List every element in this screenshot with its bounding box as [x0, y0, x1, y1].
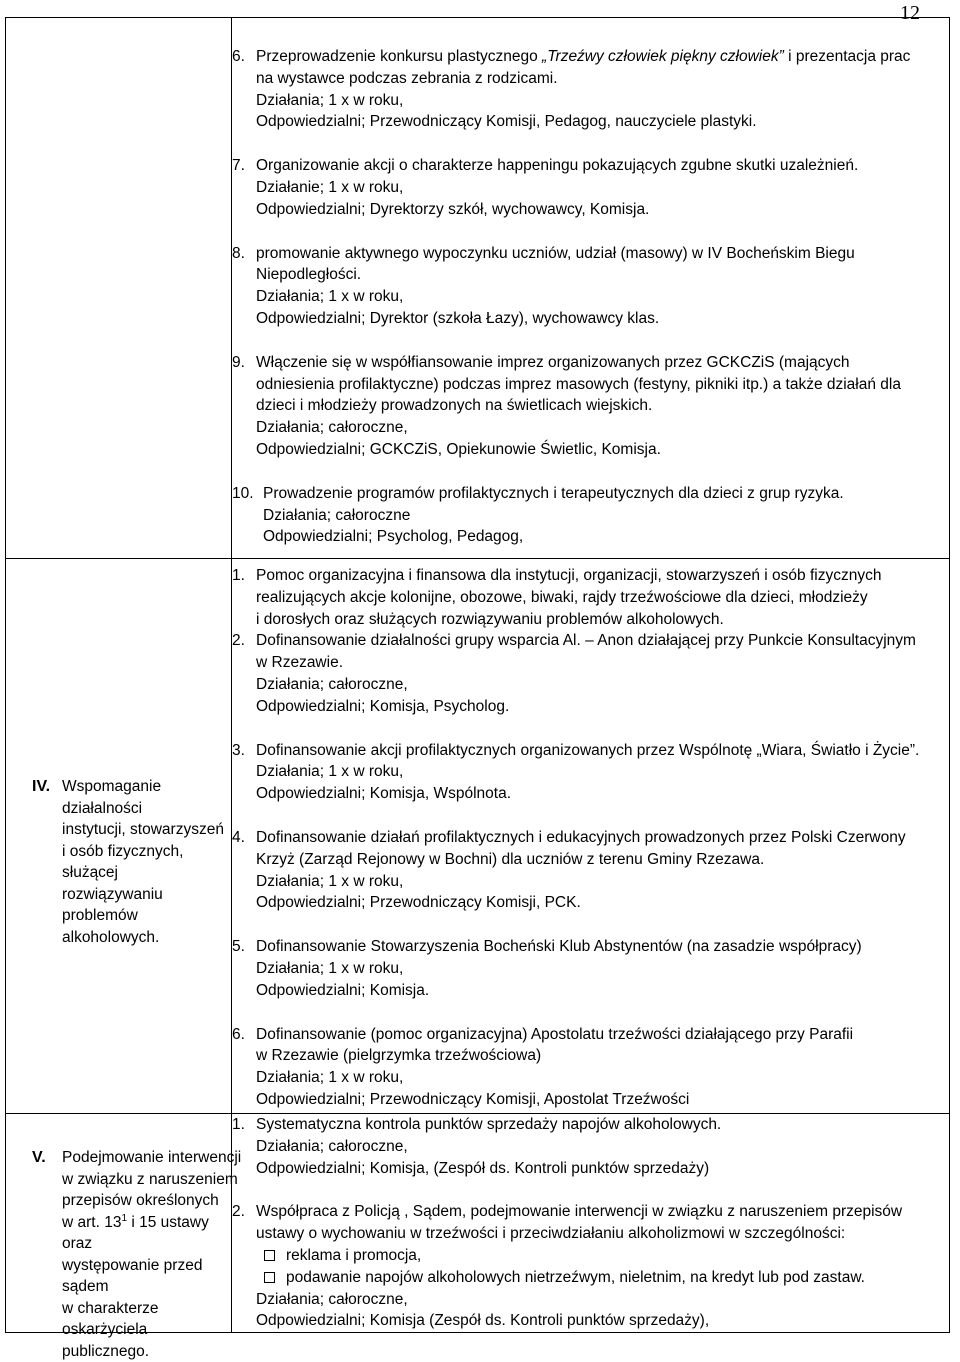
item-line: Działania; 1 x w roku, — [256, 761, 949, 783]
item-line: Działanie; 1 x w roku, — [256, 177, 949, 199]
title-line: w związku z naruszeniem — [62, 1169, 242, 1191]
item-line: Odpowiedzialni; Komisja, (Zespół ds. Kontroli punktów sprzedaży) — [256, 1158, 949, 1180]
item-number: 2. — [232, 1201, 245, 1223]
section-v-roman: V. — [32, 1147, 46, 1169]
item-line: Dofinansowanie działań profilaktycznych i edukacyjnych prowadzonych przez Polski Czerwony — [256, 827, 949, 849]
item-number: 1. — [232, 565, 245, 587]
item-line: Działania; całoroczne, — [256, 417, 949, 439]
item-line: Organizowanie akcji o charakterze happeningu pokazujących zgubne skutki uzależnień. — [256, 155, 949, 177]
item-number: 2. — [232, 630, 245, 652]
section-a-left-cell — [6, 18, 232, 559]
item-iv-3 — [232, 740, 949, 805]
item-line: Działania; 1 x w roku, — [256, 1067, 949, 1089]
title-text: w art. 13 — [62, 1214, 121, 1231]
item-line: Dofinansowanie Stowarzyszenia Bocheński Klub Abstynentów (na zasadzie współpracy) — [256, 936, 949, 958]
checkbox-bullet-icon — [264, 1272, 275, 1283]
item-line: ustawy o wychowaniu w trzeźwości i przeciwdziałaniu alkoholizmowi w szczególności: — [256, 1223, 949, 1245]
item-line: Pomoc organizacyjna i finansowa dla instytucji, organizacji, stowarzyszeń i osób fizycznych — [256, 565, 949, 587]
item-number: 5. — [232, 936, 245, 958]
item-line: Działania; całoroczne, — [256, 1289, 949, 1311]
item-line: Systematyczna kontrola punktów sprzedaży napojów alkoholowych. — [256, 1114, 949, 1136]
item-iv-4 — [232, 827, 949, 914]
item-v-1 — [232, 1114, 949, 1179]
item-line: i dorosłych oraz służących rozwiązywaniu problemów alkoholowych. — [256, 609, 949, 631]
item-line: w Rzezawie. — [256, 652, 949, 674]
item-line: Odpowiedzialni; Komisja, Psycholog. — [256, 696, 949, 718]
item-a-7 — [232, 155, 949, 220]
section-iv-row — [6, 559, 950, 1114]
title-line — [62, 1212, 242, 1255]
section-v-content — [232, 1114, 950, 1333]
title-line: publicznego. — [62, 1341, 242, 1362]
item-number: 9. — [232, 352, 245, 374]
title-text: i 15 ustawy oraz — [62, 1214, 209, 1253]
item-line: Odpowiedzialni; Przewodniczący Komisji, Apostolat Trzeźwości — [256, 1089, 949, 1111]
item-line: Dofinansowanie akcji profilaktycznych organizowanych przez Wspólnotę „Wiara, Światło i Życie”. — [256, 740, 949, 762]
item-v-2 — [232, 1201, 949, 1332]
bullet-list — [256, 1245, 949, 1289]
section-iv-roman: IV. — [32, 776, 50, 798]
item-line: Działania; 1 x w roku, — [256, 90, 949, 112]
section-v-title — [32, 1147, 242, 1362]
item-number: 8. — [232, 243, 245, 265]
item-line: w Rzezawie (pielgrzymka trzeźwościowa) — [256, 1045, 949, 1067]
item-line: Odpowiedzialni; Komisja (Zespół ds. Kontroli punktów sprzedaży), — [256, 1310, 949, 1332]
section-v-row — [6, 1114, 950, 1333]
page-number: 12 — [900, 2, 920, 25]
item-line: Odpowiedzialni; Dyrektor (szkoła Łazy), wychowawcy klas. — [256, 308, 949, 330]
item-line: Prowadzenie programów profilaktycznych i terapeutycznych dla dzieci z grup ryzyka. — [263, 483, 949, 505]
superscript: 1 — [121, 1212, 127, 1223]
title-line: i osób fizycznych, służącej — [62, 841, 242, 884]
title-line: w charakterze oskarżyciela — [62, 1298, 242, 1341]
item-line: Działania; 1 x w roku, — [256, 871, 949, 893]
contest-title: „Trzeźwy człowiek piękny człowiek” — [542, 48, 784, 65]
title-line: rozwiązywaniu problemów — [62, 884, 242, 927]
bullet-text: podawanie napojów alkoholowych nietrzeźwym, nieletnim, na kredyt lub pod zastaw. — [286, 1269, 865, 1286]
item-number: 4. — [232, 827, 245, 849]
item-line: Działania; całoroczne, — [256, 674, 949, 696]
item-line: Dofinansowanie działalności grupy wsparcia Al. – Anon działającej przy Punkcie Konsultacyjnym — [256, 630, 949, 652]
title-line: przepisów określonych — [62, 1190, 242, 1212]
item-line: na wystawce podczas zebrania z rodzicami. — [256, 68, 949, 90]
title-line: Podejmowanie interwencji — [62, 1147, 242, 1169]
item-line: Niepodległości. — [256, 264, 949, 286]
title-line: alkoholowych. — [62, 927, 242, 949]
item-line: Krzyż (Zarząd Rejonowy w Bochni) dla uczniów z terenu Gminy Rzezawa. — [256, 849, 949, 871]
item-a-8 — [232, 243, 949, 330]
title-line: Wspomaganie działalności — [62, 776, 242, 819]
item-number: 1. — [232, 1114, 245, 1136]
item-line: Działania; całoroczne — [263, 505, 949, 527]
item-line: Dofinansowanie (pomoc organizacyjna) Apostolatu trzeźwości działającego przy Parafii — [256, 1024, 949, 1046]
item-number: 3. — [232, 740, 245, 762]
item-line: Współpraca z Policją , Sądem, podejmowanie interwencji w związku z naruszeniem przepisów — [256, 1201, 949, 1223]
title-line: instytucji, stowarzyszeń — [62, 819, 242, 841]
item-line: Odpowiedzialni; Dyrektorzy szkół, wychowawcy, Komisja. — [256, 199, 949, 221]
bullet-text: reklama i promocja, — [286, 1247, 421, 1264]
section-a-content — [232, 18, 950, 559]
section-a-row — [6, 18, 950, 559]
item-line: Odpowiedzialni; GCKCZiS, Opiekunowie Świetlic, Komisja. — [256, 439, 949, 461]
item-line: Odpowiedzialni; Psycholog, Pedagog, — [263, 526, 949, 548]
item-line: Działania; całoroczne, — [256, 1136, 949, 1158]
item-line: Odpowiedzialni; Komisja. — [256, 980, 949, 1002]
item-line: Działania; 1 x w roku, — [256, 958, 949, 980]
section-v-left-cell — [6, 1114, 232, 1333]
item-number: 10. — [232, 483, 254, 505]
section-iv-left-cell — [6, 559, 232, 1114]
item-line: Odpowiedzialni; Przewodniczący Komisji, PCK. — [256, 892, 949, 914]
item-line: Działania; 1 x w roku, — [256, 286, 949, 308]
item-a-9 — [232, 352, 949, 461]
checkbox-bullet-icon — [264, 1250, 275, 1261]
program-table — [5, 17, 950, 1333]
item-line: Włączenie się w współfiansowanie imprez organizowanych przez GCKCZiS (mających — [256, 352, 949, 374]
item-iv-5 — [232, 936, 949, 1001]
item-number: 6. — [232, 1024, 245, 1046]
list-item — [256, 1267, 949, 1289]
item-number: 7. — [232, 155, 245, 177]
item-line: Odpowiedzialni; Przewodniczący Komisji, Pedagog, nauczyciele plastyki. — [256, 111, 949, 133]
item-line: dzieci i młodzieży prowadzonych na świetlicach wiejskich. — [256, 395, 949, 417]
section-iv-content — [232, 559, 950, 1114]
item-a-6: 6. Przeprowadzenie konkursu plastycznego „Trzeźwy człowiek piękny człowiek” i prezentacja prac na wystawce podczas zebrania z rodzicami. Działania; 1 x w roku, Odpowiedzialni; Przewodniczący Komisji, Pedagog, nauczyciele plastyki. — [232, 46, 949, 133]
item-iv-1 — [232, 565, 949, 630]
item-number: 6. — [232, 46, 245, 68]
item-line: odniesienia profilaktyczne) podczas imprez masowych (festyny, pikniki itp.) a także działań dla — [256, 374, 949, 396]
item-line: realizujących akcje kolonijne, obozowe, biwaki, rajdy trzeźwościowe dla dzieci, młodzieży — [256, 587, 949, 609]
item-line: promowanie aktywnego wypoczynku uczniów, udział (masowy) w IV Bocheńskim Biegu — [256, 243, 949, 265]
title-line: występowanie przed sądem — [62, 1255, 242, 1298]
list-item — [256, 1245, 949, 1267]
item-line: Odpowiedzialni; Komisja, Wspólnota. — [256, 783, 949, 805]
item-iv-2 — [232, 630, 949, 717]
item-iv-6 — [232, 1024, 949, 1111]
item-a-10 — [232, 483, 949, 548]
section-iv-title — [32, 776, 242, 948]
